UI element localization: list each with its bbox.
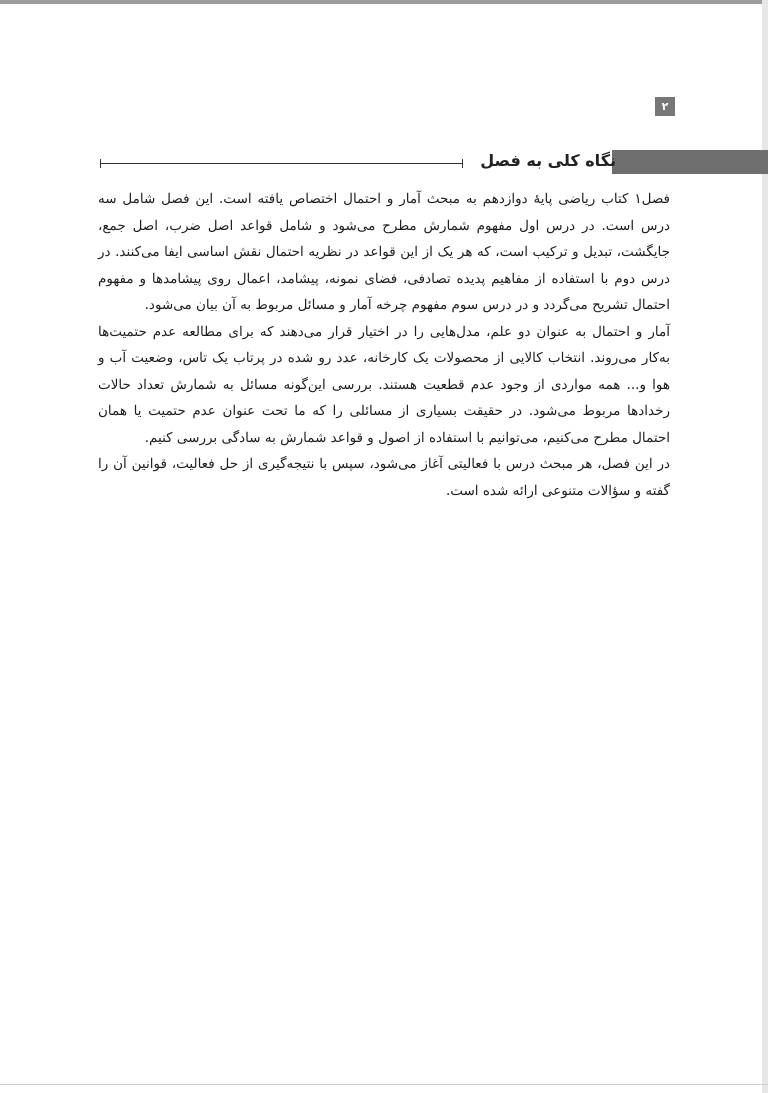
heading-rule-cap-left xyxy=(100,159,101,168)
section-heading: نگاه کلی به فصل xyxy=(480,151,616,170)
page-number: ۲ xyxy=(655,97,675,116)
heading-rule-cap-right xyxy=(462,159,463,168)
top-border xyxy=(0,0,768,4)
page-bottom-edge xyxy=(0,1084,768,1085)
body-text xyxy=(98,186,670,504)
heading-rule xyxy=(100,163,463,164)
paragraph-2: آمار و احتمال به عنوان دو علم، مدل‌هایی را در اختیار قرار می‌دهند که برای مطالعه عدم حتمیت‌ها به‌کار می‌روند. انتخاب کالایی از محصولات یک کارخانه، عدد رو شده در پرتاب یک تاس، وضعیت آب و هوا و... همه مواردی از وجود عدم قطعیت هستند. بررسی این‌گونه مسائل به شمارش تعداد حالات رخدادها مربوط می‌شود. در حقیقت بسیاری از مسائلی را که ما تحت عنوان عدم حتمیت یا همان احتمال مطرح می‌کنیم، می‌توانیم با استفاده از اصول و قواعد شمارش به سادگی بررسی کنیم. xyxy=(98,323,670,446)
paragraph-3: در این فصل، هر مبحث درس با فعالیتی آغاز می‌شود، سپس با نتیجه‌گیری از حل فعالیت، قوانین آن را گفته و سؤالات متنوعی ارائه شده است. xyxy=(98,456,670,499)
heading-bar xyxy=(612,150,768,174)
paragraph-1: فصل۱ کتاب ریاضی پایهٔ دوازدهم به مبحث آمار و احتمال اختصاص یافته است. این فصل شامل سه درس است. در درس اول مفهوم شمارش مطرح می‌شود و شامل قواعد اصل ضرب، اصل جمع، جایگشت، تبدیل و ترکیب است، که هر یک از این قواعد در نظریه احتمال نقش اساسی ایفا می‌کنند. در درس دوم با استفاده از مفاهیم پدیده تصادفی، فضای نمونه، پیشامد، اعمال روی پیشامدها و مفهوم احتمال تشریح می‌گردد و در درس سوم مفهوم چرخه آمار و مسائل مربوط به آن بیان می‌شود. xyxy=(98,191,670,313)
